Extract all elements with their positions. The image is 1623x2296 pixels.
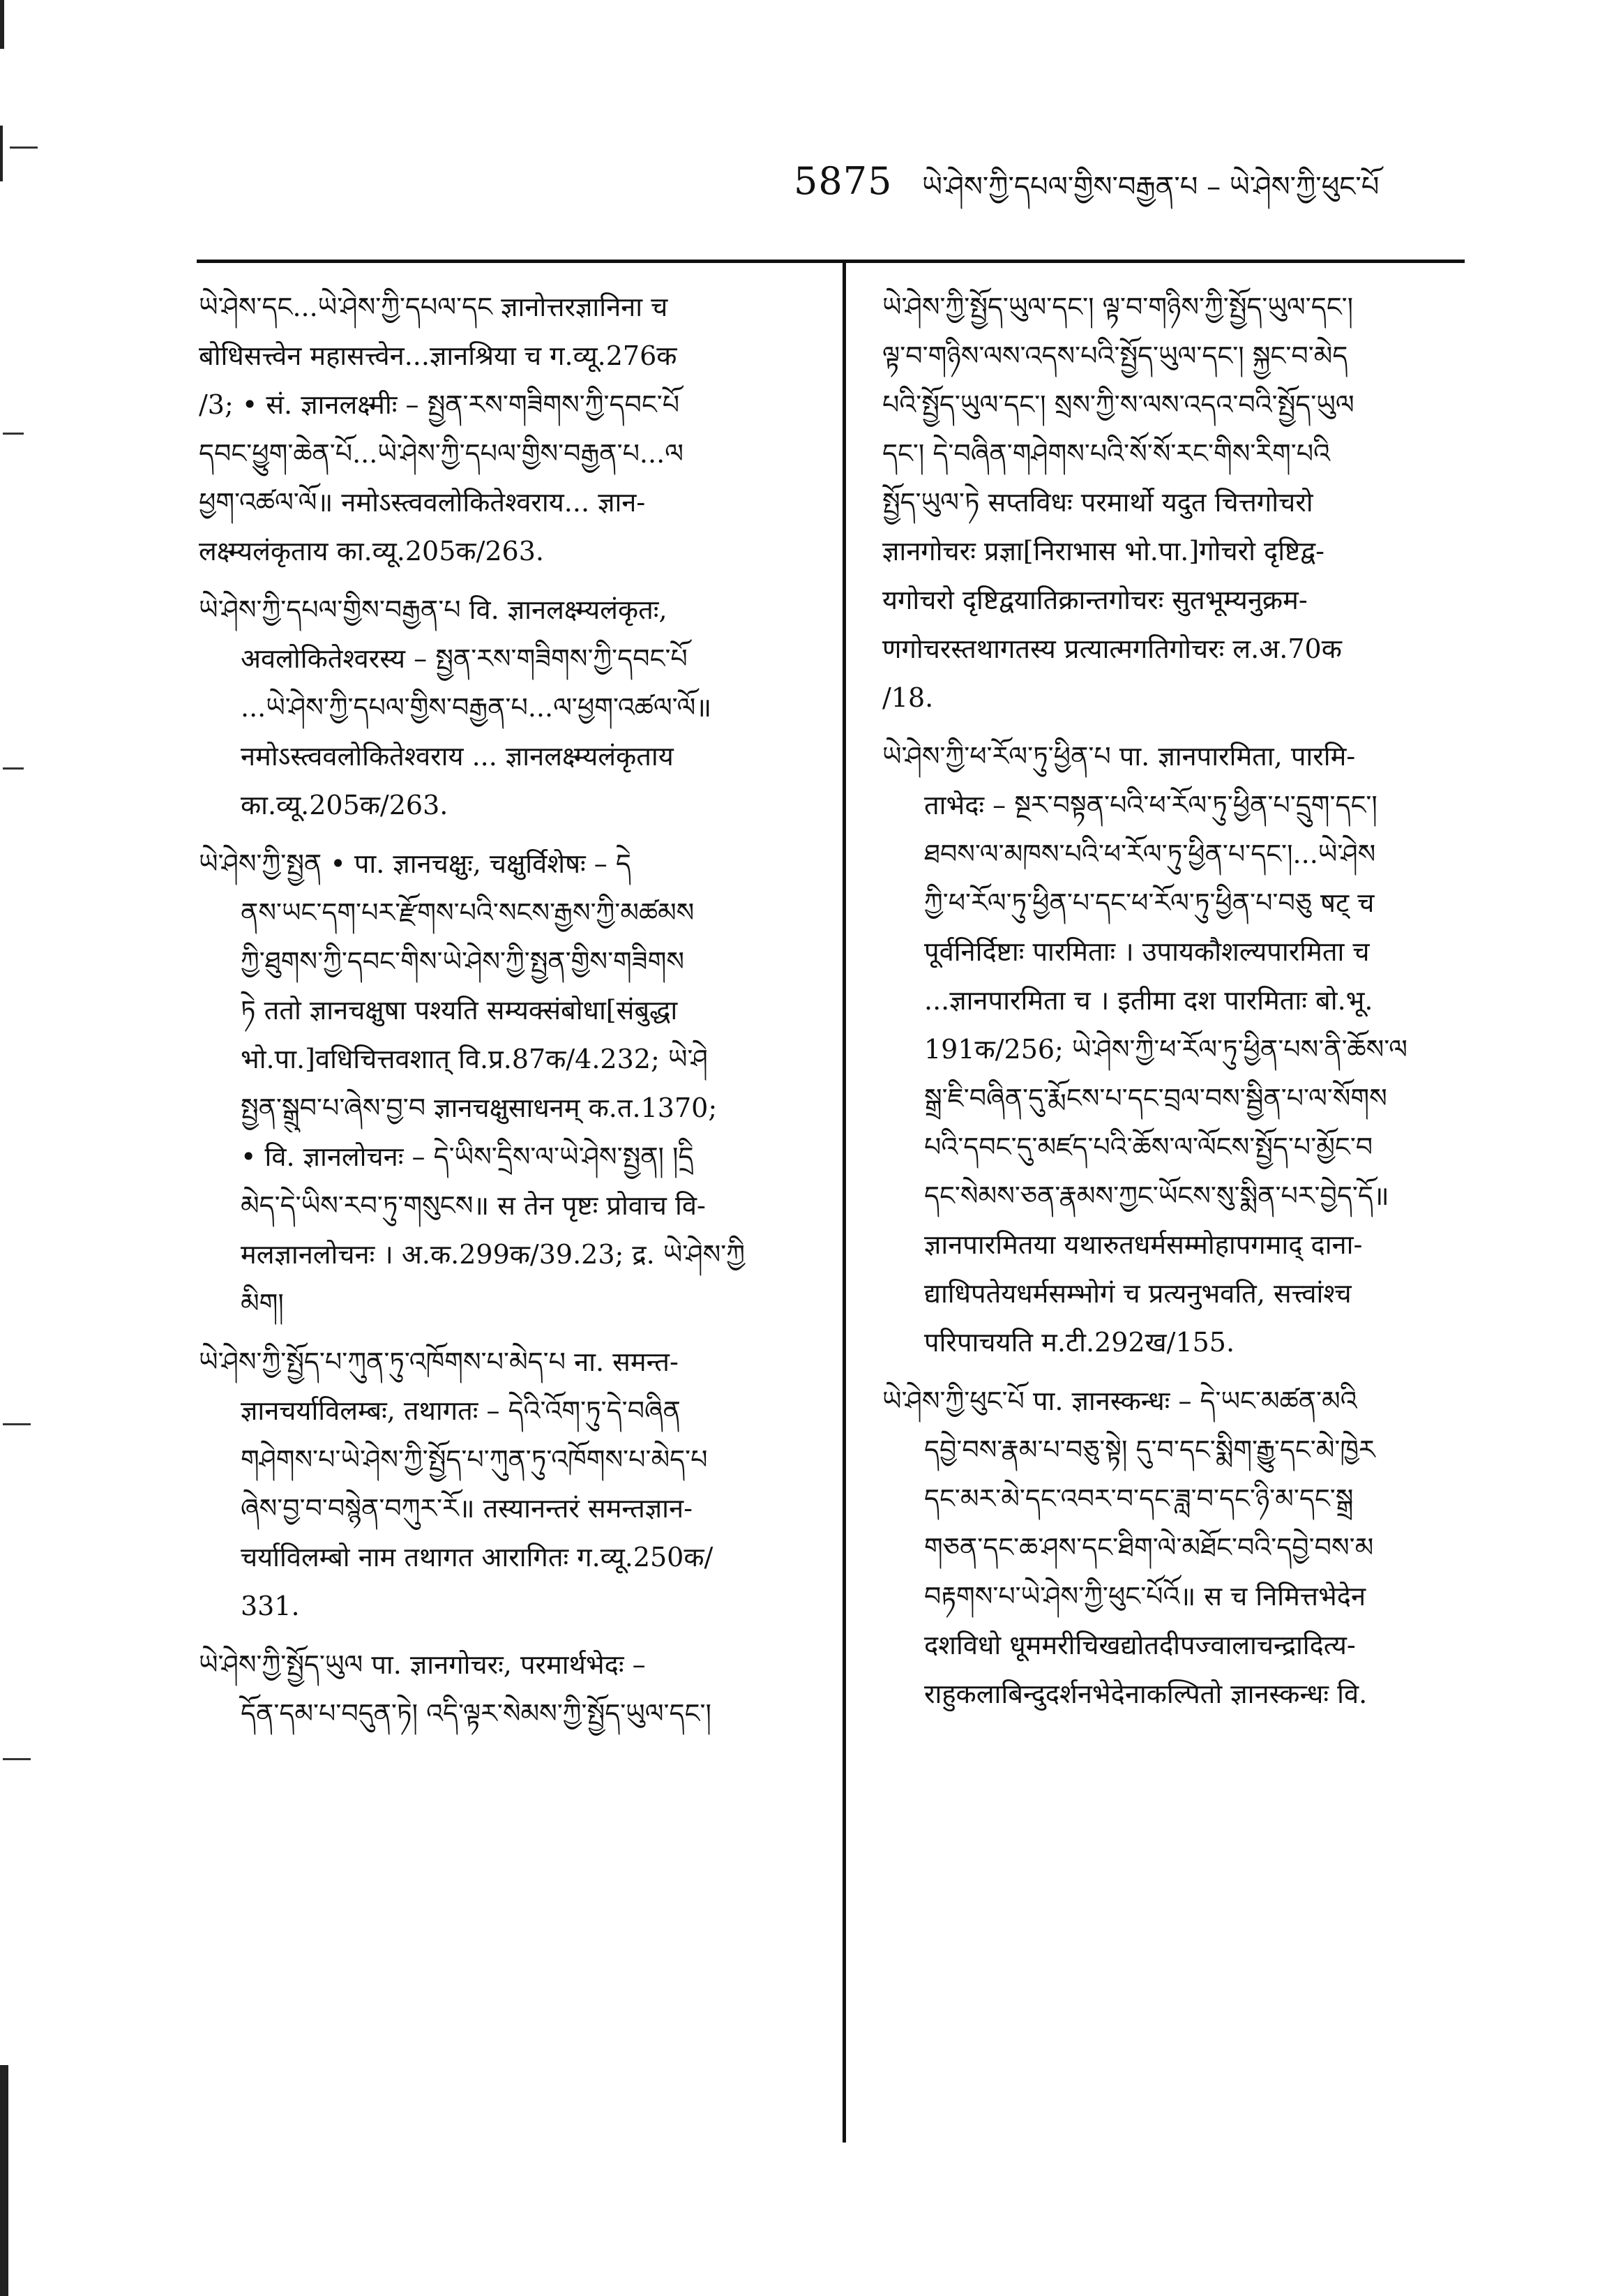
scan-binding-edge [0,0,4,49]
entry-line: དང་མར་མེ་དང་འབར་བ་དང་ཟླ་བ་དང་ཉི་མ་དང་སྒྲ [924,1483,1354,1514]
entry-line: པའི་སྤྱོད་ཡུལ་དང་། སྲས་ཀྱི་ས་ལས་འདའ་བའི་སྤྱོད་ཡུལ [882,389,1354,420]
entry-line: भो.पा.]वधिचित्तवशात् वि.प्र.87क/4.232; ཡེ་ཤེ [241,1044,708,1074]
entry-line: 331. [241,1591,300,1621]
header-rule [197,260,1465,263]
entry-line: ཡེ་ཤེས་ཀྱི་སྤྱོད་ཡུལ་དང་། ལྟ་བ་གཉིས་ཀྱི་སྤྱོད་ཡུལ་དང་། [882,292,1354,322]
entry-line: ཡེ་ཤེས་ཀྱི་སྤྱོད་པ་ཀུན་ཏུ་འཁོགས་པ་མེད་པ ना. समन्त- [199,1346,679,1377]
entry-line: ཀྱི་ཐུགས་ཀྱི་དབང་གིས་ཡེ་ཤེས་ཀྱི་སྤྱན་གྱིས་གཟིགས [241,946,684,977]
entry-line: ཡེ་ཤེས་དང...ཡེ་ཤེས་ཀྱི་དཔལ་དང ज्ञानोत्तरज्ञानिना च [199,292,668,322]
entry-line: णगोचरस्तथागतस्य प्रत्यात्मगतिगोचरः ल.अ.70क [882,633,1342,664]
column-divider [843,262,846,2143]
entry-line: པའི་དབང་དུ་མཛད་པའི་ཆོས་ལ་ལོངས་སྤྱོད་པ་མྱོང་བ [924,1132,1373,1162]
scan-speck [3,433,24,435]
scan-speck [10,147,38,149]
dictionary-entry [882,732,1468,1367]
entry-line: चर्याविलम्बो नाम तथागत आरागितः ग.व्यू.250क/ [241,1542,714,1573]
entry-line: དབང་ཕྱུག་ཆེན་པོ...ཡེ་ཤེས་ཀྱི་དཔལ་གྱིས་བརྒྱན་པ...ལ [199,438,684,469]
dictionary-entry [199,839,813,1328]
entry-line: ལྟ་བ་གཉིས་ལས་འདས་པའི་སྤྱོད་ཡུལ་དང་། སྐྱང་བ་མེད [882,340,1348,371]
left-column [199,283,813,1748]
entry-line: परिपाचयति म.टी.292ख/155. [924,1327,1235,1358]
running-head: ཡེ་ཤེས་ཀྱི་དཔལ་གྱིས་བརྒྱན་པ – ཡེ་ཤེས་ཀྱི་ཕུང་པོ [922,171,1380,203]
entry-line: སྤྱོད་ཡུལ་ཏེ सप्तविधः परमार्थो यदुत चित्तगोचरो [882,487,1313,518]
entry-line: དང་སེམས་ཅན་རྣམས་ཀྱང་ཡོངས་སུ་སྨིན་པར་བྱེད་དོ॥ [924,1180,1389,1211]
entry-line: བརྟགས་པ་ཡེ་ཤེས་ཀྱི་ཕུང་པོའོ॥ स च निमित्तभेदेन [924,1581,1366,1612]
dictionary-entry [199,1640,813,1738]
entry-line: ཡེ་ཤེས་ཀྱི་དཔལ་གྱིས་བརྒྱན་པ वि. ज्ञानलक्ष्म्यलंकृतः, [199,594,667,625]
entry-line: སྤྱན་སྒྲུབ་པ་ཞེས་བྱ་བ ज्ञानचक्षुसाधनम् क.त.1370; [241,1093,718,1123]
entry-line: ज्ञानपारमितया यथारुतधर्मसम्मोहापगमाद् दाना- [924,1229,1363,1260]
entry-line: ཐབས་ལ་མཁས་པའི་ཕ་རོལ་ཏུ་ཕྱིན་པ་དང་།...ཡེ་ཤེས [924,839,1376,869]
entry-line: लक्ष्म्यलंकृताय का.व्यू.205क/263. [199,536,544,567]
entry-line: द्याधिपतेयधर्मसम्भोगं च प्रत्यनुभवति, सत्त्वांश्च [924,1278,1352,1309]
entry-line: ཞེས་བྱ་བ་བསྙེན་བཀུར་རོ॥ तस्यानन्तरं समन्तज्ञान- [241,1493,693,1524]
dictionary-entry [882,1376,1468,1718]
entry-line: ཏེ ततो ज्ञानचक्षुषा पश्यति सम्यक्संबोधा[संबुद्धा [241,995,678,1026]
entry-line: राहुकलाबिन्दुदर्शनभेदेनाकल्पितो ज्ञानस्कन्धः वि. [924,1679,1368,1709]
scan-binding-edge [0,2065,8,2296]
entry-line: ཕྱག་འཚལ་ལོ॥ नमोऽस्त्ववलोकितेश्वराय... ज्ञान- [199,487,646,518]
entry-line: ཡེ་ཤེས་ཀྱི་སྤྱོད་ཡུལ पा. ज्ञानगोचरः, परमार्थभेदः – [199,1649,646,1680]
entry-line: पूर्वनिर्दिष्टाः पारमिताः । उपायकौशल्यपारमिता च [924,936,1370,967]
right-column [882,283,1468,1728]
entry-line: གཅན་དང་ཆ་ཤས་དང་ཐིག་ལེ་མཐོང་བའི་དབྱེ་བས་མ [924,1532,1374,1563]
entry-line: སྒྲ་ཇི་བཞིན་དུ་རྨོངས་པ་དང་བྲལ་བས་སྦྱིན་པ་ལ་སོགས [924,1083,1387,1113]
dictionary-entry [199,585,813,830]
entry-line: ཡེ་ཤེས་ཀྱི་ཕུང་པོ पा. ज्ञानस्कन्धः – དེ་ཡང་མཚན་མའི [882,1386,1357,1416]
entry-line: མེད་དེ་ཡིས་རབ་ཏུ་གསུངས॥ स तेन पृष्टः प्रोवाच वि- [241,1190,706,1221]
entry-line: ज्ञानचर्याविलम्बः, तथागतः – དེའི་འོག་ཏུ་དེ་བཞིན [241,1395,681,1426]
entry-line: ཡེ་ཤེས་ཀྱི་ཕ་རོལ་ཏུ་ཕྱིན་པ पा. ज्ञानपारमिता, पारमि- [882,741,1356,772]
entry-line: /18. [882,682,934,713]
entry-line: 191क/256; ཡེ་ཤེས་ཀྱི་ཕ་རོལ་ཏུ་ཕྱིན་པས་ནི་ཆོས་ལ [924,1034,1407,1065]
entry-line: མིག། [241,1288,284,1319]
entry-line: ताभेदः – སྔར་བསྟན་པའི་ཕ་རོལ་ཏུ་ཕྱིན་པ་དྲུག་དང་། [924,790,1377,820]
entry-line: ཡེ་ཤེས་ཀྱི་སྤྱན • पा. ज्ञानचक्षुः, चक्षुर्विशेषः – དེ [199,848,631,879]
entry-line: དབྱེ་བས་རྣམ་པ་བཅུ་སྟེ། དུ་བ་དང་སྨིག་རྒྱུ་དང་མེ་ཁྱེར [924,1434,1375,1465]
entry-line: यगोचरो दृष्टिद्वयातिक्रान्तगोचरः सुतभूम्यनुक्रम- [882,585,1308,615]
page-number: 5875 [794,159,893,203]
dictionary-entry [199,283,813,576]
entry-line: दशविधो धूममरीचिखद्योतदीपज्वालाचन्द्रादित्य- [924,1630,1356,1660]
entry-line: बोधिसत्त्वेन महासत्त्वेन...ज्ञानश्रिया च ग.व्यू.276क [199,340,677,371]
scan-speck [3,767,24,770]
dictionary-entry [882,283,1468,722]
scan-speck [3,1423,31,1425]
entry-line: का.व्यू.205क/263. [241,790,448,820]
entry-line: ...ज्ञानपारमिता च । इतीमा दश पारमिताः बो.भू. [924,985,1373,1016]
entry-line: ज्ञानगोचरः प्रज्ञा[निराभास भो.पा.]गोचरो दृष्टिद्व- [882,536,1324,567]
entry-line: ནས་ཡང་དག་པར་རྫོགས་པའི་སངས་རྒྱས་ཀྱི་མཚམས [241,897,695,928]
entry-line: नमोऽस्त्ववलोकितेश्वराय ... ज्ञानलक्ष्म्यलंकृताय [241,741,674,772]
entry-line: मलज्ञानलोचनः । अ.क.299क/39.23; द्र. ཡེ་ཤེས་ཀྱི [241,1239,746,1270]
dictionary-entry [199,1337,813,1630]
entry-line: • वि. ज्ञानलोचनः – དེ་ཡིས་དྲིས་ལ་ཡེ་ཤེས་སྤྱན། །དྲི [241,1141,694,1172]
entry-line: གཤེགས་པ་ཡེ་ཤེས་ཀྱི་སྤྱོད་པ་ཀུན་ཏུ་འཁོགས་པ་མེད་པ [241,1444,708,1475]
entry-line: अवलोकितेश्वरस्य – སྤྱན་རས་གཟིགས་ཀྱི་དབང་པོ [241,643,688,674]
entry-line: དང་། དེ་བཞིན་གཤེགས་པའི་སོ་སོ་རང་གིས་རིག་པའི [882,438,1331,469]
scan-binding-edge [0,126,3,181]
entry-line: /3; • सं. ज्ञानलक्ष्मीः – སྤྱན་རས་གཟིགས་ཀྱི་དབང་པོ [199,389,680,420]
entry-line: ཀྱི་ཕ་རོལ་ཏུ་ཕྱིན་པ་དང་ཕ་རོལ་ཏུ་ཕྱིན་པ་བཅུ षट् च [924,887,1375,918]
entry-line: དོན་དམ་པ་བདུན་ཏེ། འདི་ལྟར་སེམས་ཀྱི་སྤྱོད་ཡུལ་དང་། [241,1698,711,1729]
entry-line: ...ཡེ་ཤེས་ཀྱི་དཔལ་གྱིས་བརྒྱན་པ...ལ་ཕྱག་འཚལ་ལོ॥ [241,692,712,723]
scan-speck [3,1758,31,1760]
